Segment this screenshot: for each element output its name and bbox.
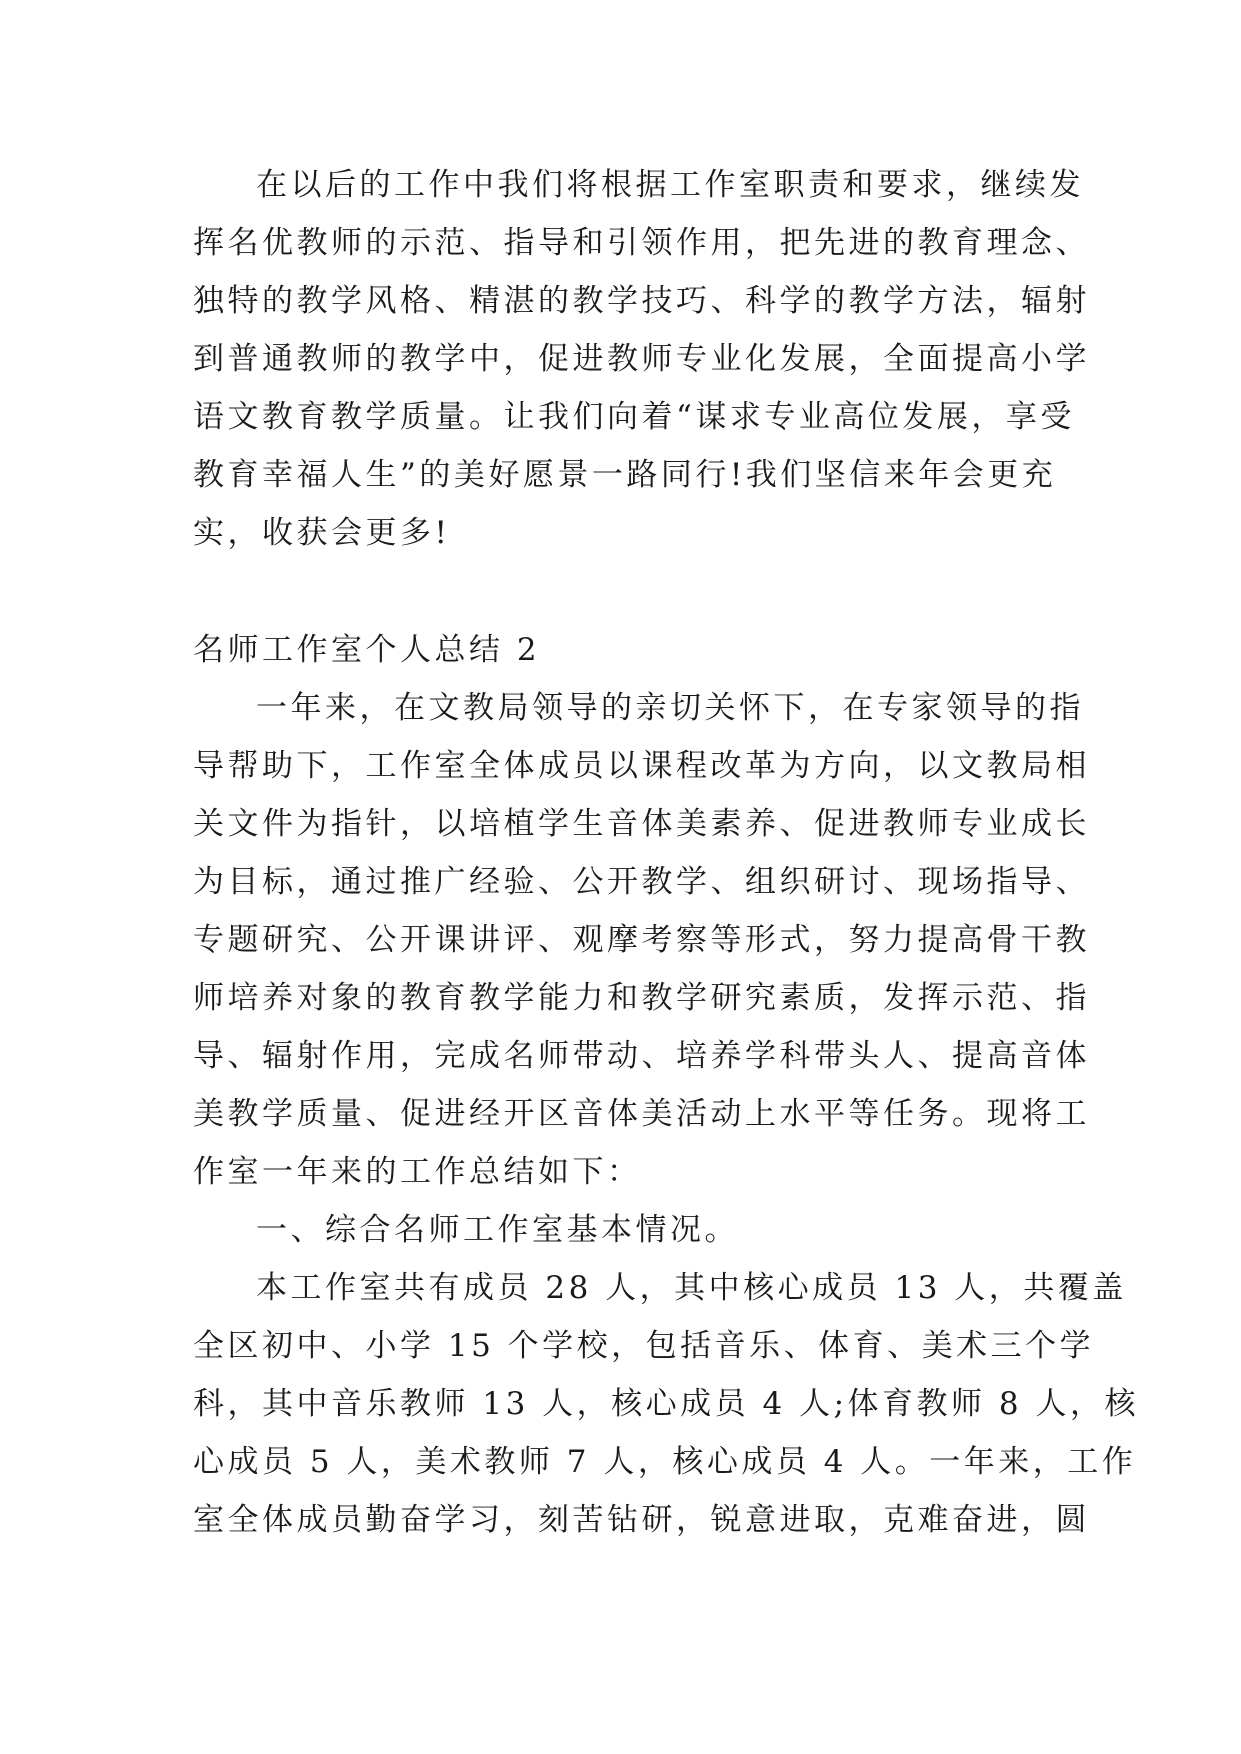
paragraph-line: 导、辐射作用，完成名师带动、培养学科带头人、提高音体: [193, 1038, 1090, 1074]
subsection-heading: 一、综合名师工作室基本情况。: [256, 1212, 739, 1248]
paragraph-line: 语文教育教学质量。让我们向着“谋求专业高位发展，享受: [193, 399, 1075, 435]
paragraph-line: 专题研究、公开课讲评、观摩考察等形式，努力提高骨干教: [193, 922, 1090, 958]
paragraph-line: 全区初中、小学 15 个学校，包括音乐、体育、美术三个学: [193, 1328, 1095, 1364]
paragraph-line: 到普通教师的教学中，促进教师专业化发展，全面提高小学: [193, 341, 1090, 377]
paragraph-line: 关文件为指针，以培植学生音体美素养、促进教师专业成长: [193, 806, 1090, 842]
paragraph-line: 室全体成员勤奋学习，刻苦钻研，锐意进取，克难奋进，圆: [193, 1502, 1090, 1538]
paragraph-line: 在以后的工作中我们将根据工作室职责和要求，继续发: [256, 167, 1084, 203]
paragraph-line: 独特的教学风格、精湛的教学技巧、科学的教学方法，辐射: [193, 283, 1090, 319]
paragraph-line: 导帮助下，工作室全体成员以课程改革为方向，以文教局相: [193, 748, 1090, 784]
paragraph-line: 本工作室共有成员 28 人，其中核心成员 13 人，共覆盖: [256, 1270, 1127, 1306]
paragraph-line: 作室一年来的工作总结如下：: [193, 1154, 642, 1190]
paragraph-line: 一年来，在文教局领导的亲切关怀下，在专家领导的指: [256, 690, 1084, 726]
paragraph-line: 心成员 5 人，美术教师 7 人，核心成员 4 人。一年来，工作: [193, 1444, 1137, 1480]
paragraph-line: 科，其中音乐教师 13 人，核心成员 4 人;体育教师 8 人，核: [193, 1386, 1139, 1422]
section-heading: 名师工作室个人总结 2: [193, 632, 541, 668]
paragraph-line: 美教学质量、促进经开区音体美活动上水平等任务。现将工: [193, 1096, 1090, 1132]
paragraph-line: 师培养对象的教育教学能力和教学研究素质，发挥示范、指: [193, 980, 1090, 1016]
paragraph-line: 为目标，通过推广经验、公开教学、组织研讨、现场指导、: [193, 864, 1090, 900]
paragraph-line: 实，收获会更多!: [193, 515, 451, 551]
paragraph-line: 教育幸福人生”的美好愿景一路同行!我们坚信来年会更充: [193, 457, 1057, 493]
paragraph-line: 挥名优教师的示范、指导和引领作用，把先进的教育理念、: [193, 225, 1090, 261]
